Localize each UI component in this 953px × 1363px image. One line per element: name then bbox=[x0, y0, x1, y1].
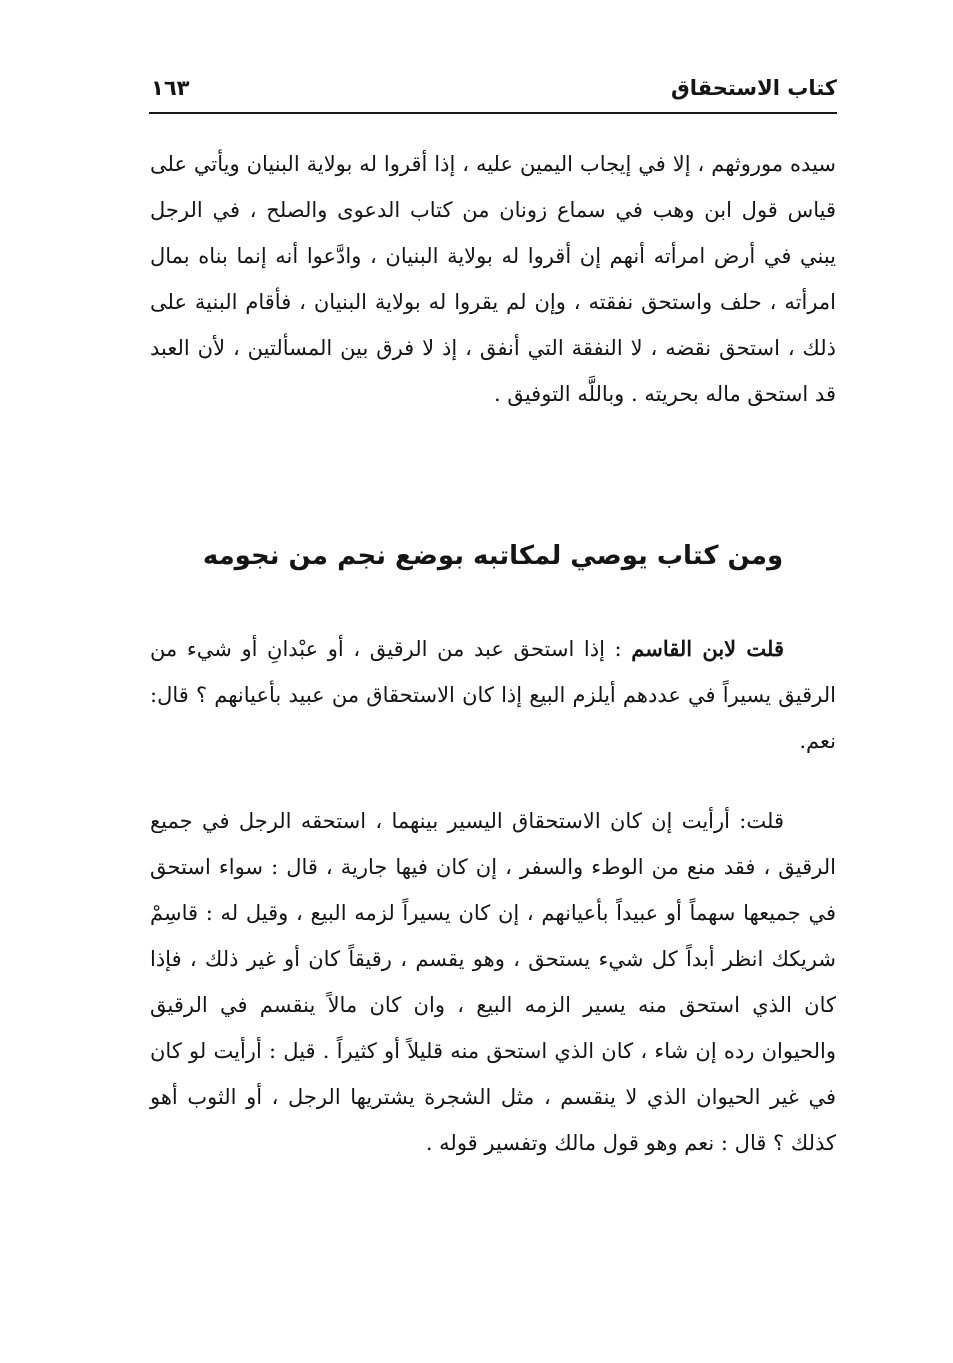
paragraph-2-lead: قلت لابن القاسم bbox=[631, 636, 784, 661]
paragraph-1: سيده موروثهم ، إلا في إيجاب اليمين عليه ، إذا أقروا له بولاية البنيان ويأتي على قياس قول ابن وهب في سماع زونان من كتاب الدعوى والصلح ، في الرجل يبني في أرض امرأته أنهم إن أقروا له بولاية البنيان ، وادَّعوا أنه إنما بناه بمال امرأته ، حلف واستحق نفقته ، وإن لم يقروا له بولاية البنيان ، فأقام البنية على ذلك ، استحق نقضه ، لا النفقة التي أنفق ، إذ لا فرق بين المسألتين ، لأن العبد قد استحق ماله بحريته . وباللَّه التوفيق . bbox=[150, 152, 836, 406]
paragraph-2 bbox=[150, 626, 836, 764]
paragraph-3: قلت: أرأيت إن كان الاستحقاق اليسير بينهما ، استحقه الرجل في جميع الرقيق ، فقد منع من الوطء والسفر ، إن كان فيها جارية ، قال : سواء استحق في جميعها سهماً أو عبيداً بأعيانهم ، إن كان يسيراً لزمه البيع ، وقيل له : قاسِمْ شريكك انظر أبداً كل شيء يستحق ، وهو يقسم ، رقيقاً كان أو غير ذلك ، فإذا كان الذي استحق منه يسير الزمه البيع ، وان كان مالاً ينقسم في الرقيق والحيوان رده إن شاء ، كان الذي استحق منه قليلاً أو كثيراً . قيل : أرأيت لو كان في غير الحيوان الذي لا ينقسم ، مثل الشجرة يشتريها الرجل ، أو الثوب أهو كذلك ؟ قال : نعم وهو قول مالك وتفسير قوله . bbox=[150, 809, 836, 1155]
page-number: ١٦٣ bbox=[151, 76, 190, 100]
page-header bbox=[149, 66, 837, 114]
section-title: ومن كتاب يوصي لمكاتبه بوضع نجم من نجومه bbox=[202, 541, 784, 571]
paragraph-2-text: : إذا استحق عبد من الرقيق ، أو عبْدانِ أو شيء من الرقيق يسيراً في عددهم أيلزم البيع إذا كان الاستحقاق من عبيد بأعيانهم ؟ قال: نعم. bbox=[150, 637, 836, 753]
running-title: كتاب الاستحقاق bbox=[670, 76, 837, 100]
